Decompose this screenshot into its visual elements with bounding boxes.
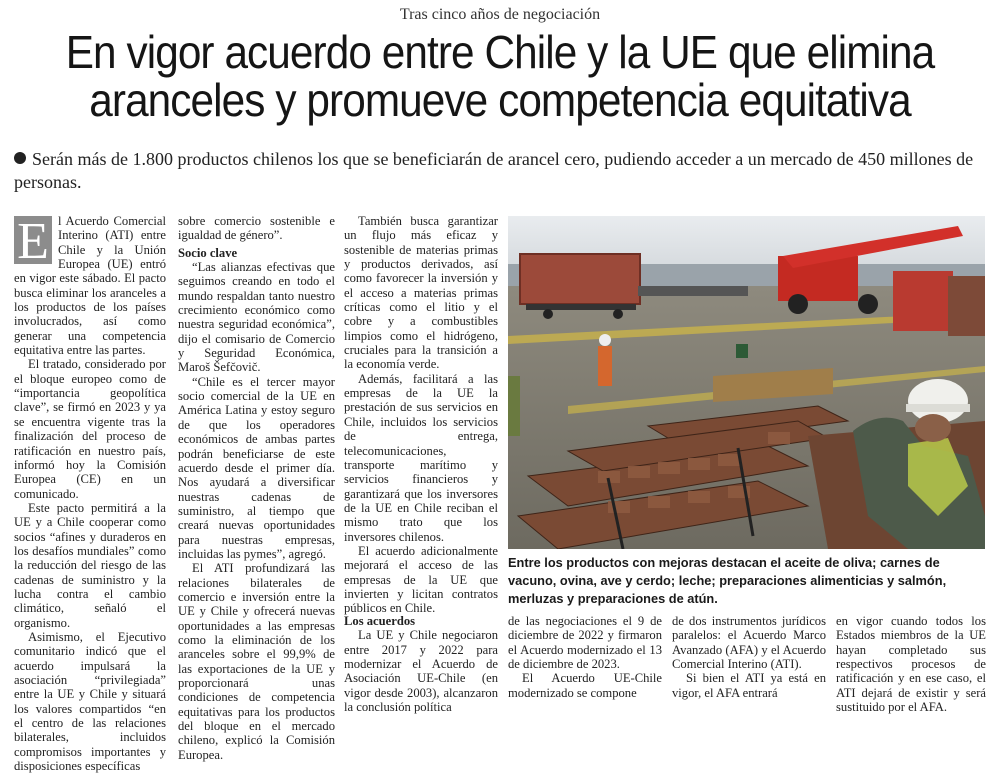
paragraph: El acuerdo adicionalmente mejorará el acceso de las empresas de la UE que invierten y licitan contratos públicos en Chile. — [344, 543, 498, 616]
paragraph: sobre comercio sostenible e igualdad de género”. — [178, 214, 335, 243]
paragraph: Este pacto permitirá a la UE y a Chile cooperar como socios “afines y duraderos en los desafíos mundiales” como la reducción del riesgo de las cadenas de suministro y la lucha contra el cambio climático, señaló el organismo. — [14, 500, 166, 630]
photo-caption: Entre los productos con mejoras destacan el aceite de oliva; carnes de vacuno, ovina, ave y cerdo; leche; preparaciones alimenticias y salmón, merluzas y preparaciones de atún. — [508, 555, 947, 606]
paragraph: Si bien el ATI ya está en vigor, el AFA entrará — [672, 671, 826, 700]
headline-line-1: En vigor acuerdo entre Chile y la UE que elimina — [65, 26, 935, 78]
paragraph: “Las alianzas efectivas que seguimos creando en todo el mundo respaldan tanto nuestro crecimiento económico como nuestra seguridad económica”, dijo el comisario de Comercio y Seguridad Económica, Maroš Šefčovič. — [178, 260, 335, 375]
summary — [14, 148, 986, 194]
bottom-column-3 — [672, 614, 826, 700]
paragraph: de dos instrumentos jurídicos paralelos: el Acuerdo Marco Avanzado (AFA) y el Acuerdo Comercial Interino (ATI). — [672, 614, 826, 672]
paragraph: l Acuerdo Comercial Interino (ATI) entre Chile y la Unión Europea (UE) entró en vigor este sábado. El pacto busca eliminar los aranceles a los productos de los países involucrados, así como generar una competencia equitativa entre las partes. — [14, 214, 166, 358]
subheading-socio-clave: Socio clave — [178, 245, 238, 260]
paragraph: El ATI profundizará las relaciones bilaterales de comercio e inversión entre la UE y Chile y ofrecerá nuevas oportunidades a las empresas como la eliminación de los aranceles sobre el 99,9% de las exportaciones de la UE y proporcionará unas condiciones de competencia equitativas para los productos del bloque en el mercado chileno, explicó la Comisión Europea. — [178, 561, 335, 762]
kicker: Tras cinco años de negociación — [399, 6, 601, 23]
dropcap: E — [14, 216, 52, 264]
headline-line-2: aranceles y promueve competencia equitativa — [89, 74, 911, 126]
paragraph: en vigor cuando todos los Estados miembros de la UE hayan completado sus respectivos procesos de ratificación y en ese caso, el ATI dejará de existir y será sustituido por el AFA. — [836, 614, 986, 715]
paragraph: La UE y Chile negociaron entre 2017 y 2022 para modernizar el Acuerdo de Asociación UE-Chile (en vigor desde 2003), alcanzaron la conclusión política — [344, 628, 498, 715]
paragraph: También busca garantizar un flujo más eficaz y sostenible de materias primas y productos derivados, así como favorecer la inversión y el acceso a materias primas críticas como el litio y el cobre y a combustibles limpios como el hidrógeno, cruciales para la transición a la economía verde. — [344, 214, 498, 372]
summary-text: Serán más de 1.800 productos chilenos los que se beneficiarán de arancel cero, pudiendo acceder a un mercado de 450 millones de personas. — [14, 149, 974, 192]
paragraph: El tratado, considerado por el bloque europeo como de “importancia geopolítica clave”, se firmó en 2023 y ya se encuentra vigente tras la finalización del proceso de ratificación en nuestro país, informó hoy la Comisión Europea (CE) en un comunicado. — [14, 357, 166, 501]
news-photo-port-copper — [508, 216, 985, 549]
article-column-3 — [344, 214, 498, 616]
paragraph: El Acuerdo UE-Chile modernizado se compone — [508, 671, 662, 700]
bottom-column-2 — [508, 614, 662, 700]
paragraph: Además, facilitará a las empresas de la UE la prestación de sus servicios en Chile, incluidos los servicios de entrega, telecomunicaciones, transporte marítimo y servicios financieros y garantizará que los inversores de la UE en Chile reciban el mismo trato que los inversores chilenos. — [344, 371, 498, 544]
bottom-column-1 — [344, 614, 498, 714]
paragraph: de las negociaciones el 9 de diciembre de 2022 y firmaron el Acuerdo modernizado el 13 de diciembre de 2023. — [508, 614, 662, 672]
paragraph: “Chile es el tercer mayor socio comercial de la UE en América Latina y estoy seguro de que los operadores económicos de ambas partes podrán beneficiarse de este acuerdo desde el primer día. Nos ayudará a diversificar nuestras cadenas de suministro, al tiempo que creará nuevas oportunidades para nuestras empresas, incluidas las pymes”, agregó. — [178, 374, 335, 561]
photo-illustration — [508, 216, 985, 549]
headline — [40, 28, 960, 124]
article-column-2 — [178, 214, 335, 762]
bullet-icon — [14, 152, 26, 164]
subheading-los-acuerdos: Los acuerdos — [344, 614, 416, 628]
bottom-column-4 — [836, 614, 986, 714]
article-column-1 — [14, 214, 166, 773]
paragraph: Asimismo, el Ejecutivo comunitario indicó que el acuerdo impulsará la asociación “privilegiada” entre la UE y Chile y situará los valores compartidos “en el centro de las relaciones bilaterales, incluidos compromisos importantes y disposiciones específicas — [14, 629, 166, 773]
